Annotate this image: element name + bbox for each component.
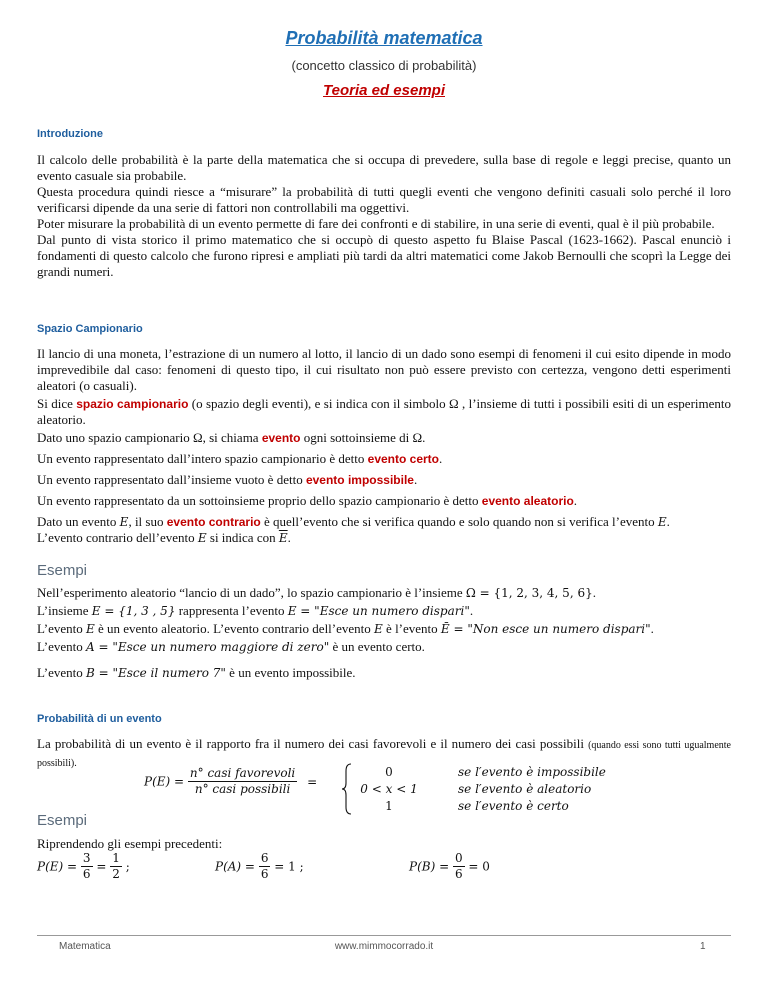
- math-omega-set: Ω = {1, 2, 3, 4, 5, 6}: [465, 586, 593, 600]
- text-fragment: .: [287, 530, 291, 545]
- intro-paragraph-1: Il calcolo delle probabilità è la parte della matematica che si occupa di prevedere, sulla base di regole e leggi precise, quanto un evento casuale sia probabile.: [37, 152, 731, 183]
- text-fragment: .: [650, 621, 654, 636]
- fraction-denominator: 6: [260, 867, 269, 881]
- text-fragment: .: [469, 603, 474, 618]
- spazio-paragraph-7: [37, 514, 731, 530]
- fraction-denominator: 2: [112, 867, 120, 881]
- formula-cases: [352, 764, 426, 815]
- fraction: [453, 851, 465, 882]
- text-fragment: Un evento rappresentato da un sottoinsieme proprio dello spazio campionario è detto: [37, 493, 482, 508]
- esempio-line-5: [37, 664, 731, 682]
- text-fragment: Un evento rappresentato dall’intero spazio campionario è detto: [37, 451, 368, 466]
- text-fragment: .: [666, 514, 670, 529]
- math-e: E: [85, 622, 95, 636]
- math-set-e: E = {1, 3 , 5}: [91, 604, 176, 618]
- math-e: E: [197, 531, 207, 545]
- text-fragment: La probabilità di un evento è il rapporto fra il numero dei casi favorevoli e il numero dei casi possibili: [37, 736, 584, 751]
- text-fragment: Si dice: [37, 396, 77, 411]
- esempio-line-3: [37, 620, 731, 638]
- fraction: [81, 851, 93, 882]
- esempio-line-2: [37, 602, 731, 620]
- fraction: [110, 851, 122, 882]
- math-event-e: E = "Esce un numero dispari": [287, 604, 470, 618]
- formula-semicolon: ;: [125, 859, 130, 874]
- footer-website: www.mimmocorrado.it: [334, 941, 434, 952]
- spazio-paragraph-3: [37, 430, 731, 446]
- text-fragment: L’evento: [37, 665, 86, 680]
- formula-lhs: P(E) =: [144, 774, 185, 789]
- fraction-numerator: 3: [82, 851, 91, 865]
- condition-aleatorio: se l′evento è aleatorio: [458, 782, 592, 796]
- math-event-a: A = "Esce un numero maggiore di zero": [85, 640, 330, 654]
- probability-formula: [144, 766, 317, 797]
- term-evento-contrario: evento contrario: [166, 515, 261, 529]
- math-e: E: [657, 515, 667, 529]
- footer-subject: Matematica: [59, 941, 111, 952]
- formula-fraction: [188, 766, 297, 797]
- formula-conditions: [458, 764, 606, 815]
- text-fragment: L’evento contrario dell’evento: [37, 530, 198, 545]
- formula-result: = 0: [468, 859, 490, 874]
- text-fragment: Un evento rappresentato dall’insieme vuoto è detto: [37, 472, 306, 487]
- spazio-paragraph-1: Il lancio di una moneta, l’estrazione di un numero al lotto, il lancio di un dado sono esempi di fenomeni il cui esito dipende in modo imprevedibile dal caso: fenomeni di questo tipo, il cui risultato non può essere previsto con certezza, vengono detti esperimenti aleatori (o casuali).: [37, 346, 731, 393]
- text-fragment: (o spazio degli eventi), e si indica con il simbolo Ω , l’insieme di tutti i possibili esiti di un esperimento aleatorio.: [37, 396, 732, 427]
- heading-probabilita-evento: Probabilità di un evento: [37, 713, 162, 725]
- heading-esempi-2: Esempi: [37, 812, 88, 829]
- fraction: [259, 851, 271, 882]
- term-evento: evento: [261, 431, 301, 445]
- text-fragment: , il suo: [128, 514, 167, 529]
- esempi1-section: [37, 584, 731, 682]
- text-fragment: è un evento impossibile.: [225, 665, 356, 680]
- text-fragment: .: [592, 585, 596, 600]
- spazio-paragraph-2: [37, 396, 731, 428]
- text-fragment: si indica con: [206, 530, 279, 545]
- formula-lhs: P(E) =: [37, 859, 78, 874]
- term-evento-aleatorio: evento aleatorio: [481, 494, 574, 508]
- text-fragment: .: [439, 451, 443, 466]
- math-e: E: [119, 515, 129, 529]
- heading-spazio-campionario: Spazio Campionario: [37, 323, 143, 335]
- formula-lhs: P(A) =: [215, 859, 255, 874]
- formula-equals: =: [307, 774, 318, 789]
- math-event-e-bar: Ē = "Non esce un numero dispari": [440, 622, 651, 636]
- case-value-x: 0 < x < 1: [360, 782, 418, 796]
- intro-paragraph-3: Poter misurare la probabilità di un evento permette di fare dei confronti e di stabilire, in una serie di eventi, qual è il più probabile.: [37, 216, 715, 231]
- formula-lhs: P(B) =: [409, 859, 450, 874]
- formula-equals: =: [96, 859, 107, 874]
- fraction-denominator: 6: [82, 867, 91, 881]
- example-formula-pa: [215, 851, 304, 882]
- condition-certo: se l′evento è certo: [458, 799, 569, 813]
- text-fragment: rappresenta l’evento: [175, 603, 288, 618]
- esempi2-intro: Riprendendo gli esempi precedenti:: [37, 836, 223, 851]
- intro-paragraph-2: Questa procedura quindi riesce a “misurare” la probabilità di tutti quegli eventi che vengono definiti casuali solo perché il loro verificarsi dipende da una serie di fattori non controllabili ma oggettivi.: [37, 184, 731, 215]
- esempio-line-1: [37, 584, 731, 602]
- fraction-denominator: 6: [454, 867, 463, 881]
- text-fragment: L’evento: [37, 621, 86, 636]
- fraction-numerator: n° casi favorevoli: [189, 766, 296, 780]
- formula-result: = 1 ;: [274, 859, 304, 874]
- esempio-line-4: [37, 638, 731, 656]
- math-event-b: B = "Esce il numero 7": [85, 666, 226, 680]
- text-fragment: L’insieme: [37, 603, 92, 618]
- term-evento-impossibile: evento impossibile: [305, 473, 414, 487]
- heading-introduzione: Introduzione: [37, 128, 103, 140]
- text-fragment: ogni sottoinsieme di Ω.: [300, 430, 426, 445]
- document-subtitle-theory: Teoria ed esempi: [323, 82, 445, 99]
- text-fragment: è un evento certo.: [329, 639, 425, 654]
- spazio-paragraph-5: [37, 472, 731, 488]
- fraction-numerator: 1: [112, 851, 120, 865]
- text-fragment: è l’evento: [382, 621, 441, 636]
- text-fragment: è un evento aleatorio. L’evento contrario dell’evento: [94, 621, 375, 636]
- fraction-numerator: 6: [260, 851, 269, 865]
- example-formula-pe: [37, 851, 130, 882]
- footer-divider: [37, 935, 731, 936]
- math-e: E: [374, 622, 383, 636]
- condition-impossibile: se l′evento è impossibile: [458, 765, 606, 779]
- spazio-paragraph-4: [37, 451, 731, 467]
- spazio-section: [37, 346, 731, 546]
- document-title: Probabilità matematica: [285, 28, 483, 48]
- intro-paragraph-4: Dal punto di vista storico il primo matematico che si occupò di questo aspetto fu Blaise Pascal (1623-1662). Pascal enunciò i fondamenti di questo calcolo che furono ripresi e ampliati più tardi da altri matematici come Jakob Bernoulli che scoprì la Legge dei grandi numeri.: [37, 232, 731, 279]
- text-fragment: Nell’esperimento aleatorio “lancio di un dado”, lo spazio campionario è l’insieme: [37, 585, 466, 600]
- intro-section: [37, 152, 731, 280]
- text-fragment: .: [413, 472, 418, 487]
- text-fragment: Dato un evento: [37, 514, 120, 529]
- text-small: (quando essi sono tutti ugualmente possibili).: [37, 740, 731, 769]
- spazio-paragraph-8: [37, 530, 731, 546]
- text-fragment: L’evento: [37, 639, 86, 654]
- example-formula-pb: [409, 851, 490, 882]
- case-value-1: 1: [385, 799, 393, 813]
- footer-page-number: 1: [700, 941, 706, 952]
- text-fragment: è quell’evento che si verifica quando e solo quando non si verifica l’evento: [260, 514, 658, 529]
- math-e-bar: $\overline{E}$: [278, 531, 288, 545]
- document-subtitle: (concetto classico di probabilità): [291, 58, 477, 73]
- heading-esempi-1: Esempi: [37, 562, 88, 579]
- term-evento-certo: evento certo: [367, 452, 440, 466]
- text-fragment: Dato uno spazio campionario Ω, si chiama: [37, 430, 262, 445]
- case-value-0: 0: [385, 765, 393, 779]
- text-fragment: .: [573, 493, 578, 508]
- fraction-numerator: 0: [454, 851, 463, 865]
- spazio-paragraph-6: [37, 493, 731, 509]
- term-spazio-campionario: spazio campionario: [76, 397, 189, 411]
- fraction-denominator: n° casi possibili: [194, 782, 291, 796]
